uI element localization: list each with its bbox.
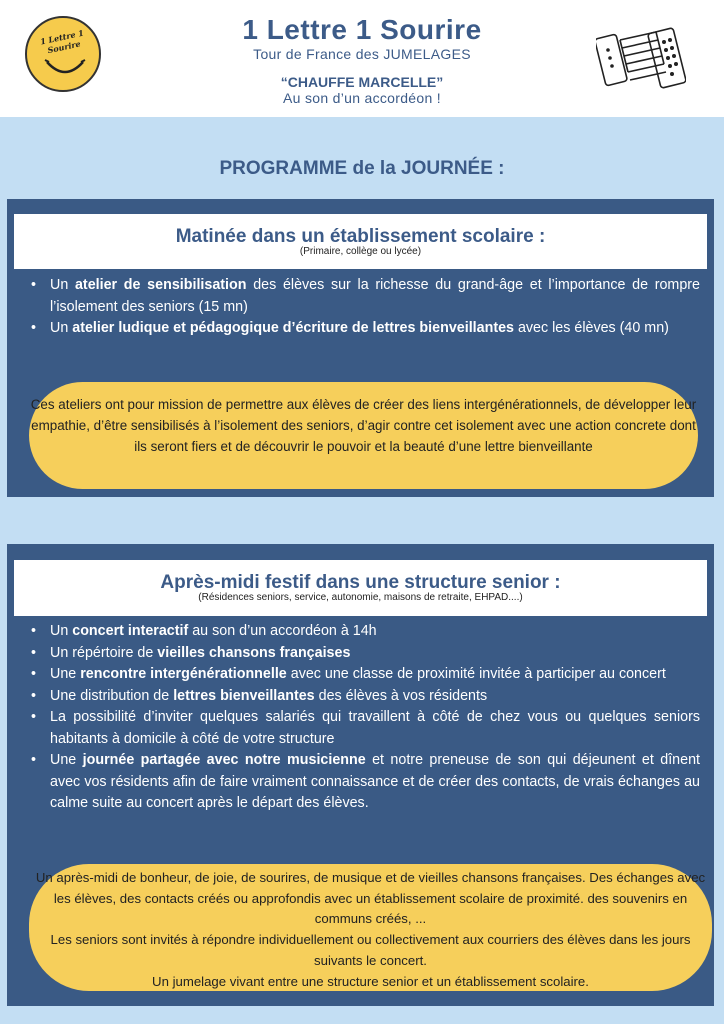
morning-heading: Matinée dans un établissement scolaire : xyxy=(175,226,546,247)
morning-heading-box xyxy=(14,214,707,269)
list-item-text: Un xyxy=(50,623,73,639)
list-item-text: Un xyxy=(50,320,73,336)
list-item-highlight: journée partagée avec notre musicienne xyxy=(82,752,366,768)
list-item-text: Un xyxy=(50,277,75,293)
header-banner xyxy=(0,0,724,117)
list-item-highlight: concert interactif xyxy=(72,623,189,639)
list-item-text: Un répértoire de xyxy=(50,644,158,661)
accordion-icon xyxy=(596,22,686,100)
list-item-text: Une distribution de xyxy=(50,687,174,704)
list-item xyxy=(7,664,707,686)
list-item-text: avec les élèves (40 mn) xyxy=(513,320,669,336)
list-item-text: La possibilité d’inviter quelques salariés qui travaillent à côté de chez vous ou quelques seniors habitants à domicile à côté de votre structure xyxy=(50,709,700,747)
list-item-text: Une xyxy=(50,666,81,682)
morning-callout xyxy=(29,382,698,489)
list-item-highlight: vieilles chansons françaises xyxy=(157,644,351,661)
event-name: “CHAUFFE MARCELLE” xyxy=(280,74,444,90)
morning-list xyxy=(7,275,707,340)
afternoon-callout-line: Un après-midi de bonheur, de joie, de sourires, de musique et de vieilles chansons françaises. Des échanges avec les élèves, des contacts créés ou approfondis avec un établissement scolaire de proximité. des souvenirs en communs créés, ... xyxy=(35,870,706,927)
afternoon-subheading: (Résidences seniors, service, autonomie, maisons de retraite, EHPAD....) xyxy=(198,592,523,603)
list-item xyxy=(7,318,707,340)
list-item-text: et notre preneuse de son qui déjeunent et dînent avec vos résidents afin de faire vraiment connaissance et de créer des contacts, de vrais échanges au calme suite au concert après le départ des élèves. xyxy=(50,752,700,811)
list-item xyxy=(7,621,707,643)
list-item-highlight: atelier ludique et pédagogique d’écriture de lettres bienveillantes xyxy=(72,320,514,336)
event-tagline: Au son d’un accordéon ! xyxy=(283,90,441,106)
afternoon-callout xyxy=(29,864,712,991)
list-item xyxy=(7,707,707,750)
list-item-highlight: lettres bienveillantes xyxy=(173,687,315,704)
page-title: 1 Lettre 1 Sourire xyxy=(242,14,482,45)
page-subtitle: Tour de France des JUMELAGES xyxy=(253,46,471,62)
list-item-text: des élèves à vos résidents xyxy=(314,687,488,704)
list-item xyxy=(7,275,707,318)
program-title: PROGRAMME de la JOURNÉE : xyxy=(219,158,505,179)
list-item-text: au son d’un accordéon à 14h xyxy=(188,623,377,639)
list-item xyxy=(7,643,707,665)
list-item-text: des élèves sur la richesse du grand-âge et l’importance de rompre l’isolement des seniors (15 mn) xyxy=(50,277,701,315)
list-item xyxy=(7,750,707,815)
afternoon-heading: Après-midi festif dans une structure senior : xyxy=(160,572,561,593)
list-item-highlight: rencontre intergénérationnelle xyxy=(80,666,287,682)
afternoon-callout-line: Les seniors sont invités à répondre individuellement ou collectivement aux courriers des élèves dans les jours suivants le concert. xyxy=(50,932,691,968)
list-item-text: avec une classe de proximité invitée à participer au concert xyxy=(286,666,666,682)
afternoon-callout-line: Un jumelage vivant entre une structure senior et un établissement scolaire. xyxy=(152,973,589,989)
list-item-text: Une xyxy=(50,752,83,768)
list-item-highlight: atelier de sensibilisation xyxy=(74,277,247,293)
afternoon-heading-box xyxy=(14,560,707,616)
list-item xyxy=(7,686,707,708)
afternoon-list xyxy=(7,621,707,815)
morning-subheading: (Primaire, collège ou lycée) xyxy=(299,246,422,257)
logo-text: 1 Lettre 1 Sourire xyxy=(39,27,85,56)
morning-callout-text: Ces ateliers ont pour mission de permettre aux élèves de créer des liens intergénérationnels, de développer leur empathie, d’être sensibilisés à l’isolement des seniors, d’agir contre cet isolement avec une action concrete dont ils seront fiers et de découvrir le pouvoir et la beauté d’une lettre bienveillante xyxy=(30,397,697,454)
